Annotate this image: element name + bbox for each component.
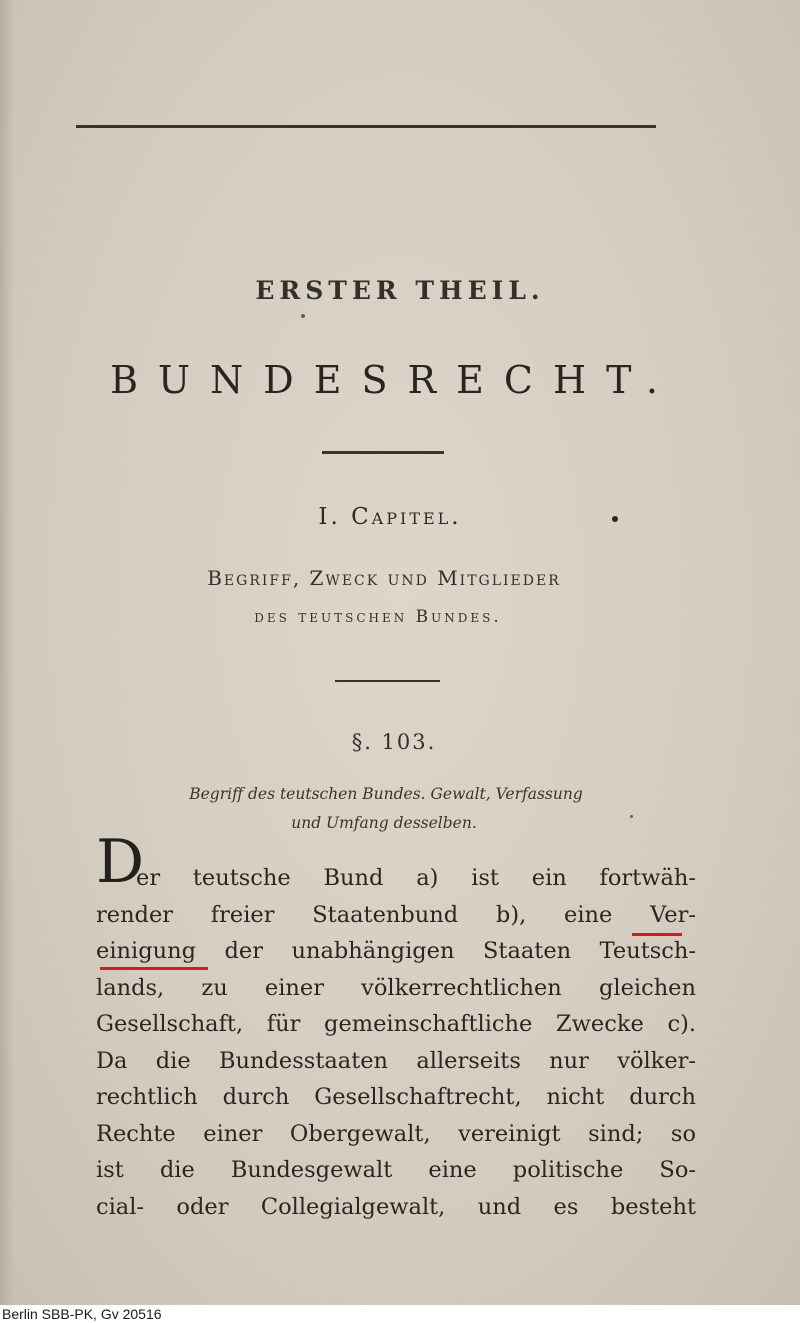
body-line: Gesellschaft, für gemeinschaftliche Zwecke c). <box>96 1011 696 1037</box>
ink-speck <box>630 815 633 818</box>
part-title: ERSTER THEIL. <box>255 276 545 305</box>
body-line: rechtlich durch Gesellschaftrecht, nicht durch <box>96 1084 696 1110</box>
top-rule <box>76 125 656 128</box>
ink-speck <box>301 314 305 318</box>
section-subtitle-line-2: und Umfang desselben. <box>291 814 477 832</box>
body-line: render freier Staatenbund b), eine Ver- <box>96 901 696 928</box>
body-text <box>96 860 696 1225</box>
source-footer: Berlin SBB-PK, Gv 20516 <box>0 1305 800 1323</box>
body-line: Da die Bundesstaaten allerseits nur völker- <box>96 1047 696 1074</box>
body-line: lands, zu einer völkerrechtlichen gleichen <box>96 974 696 1001</box>
chapter-number: I. Capitel. <box>318 504 462 530</box>
section-subtitle-line-1: Begriff des teutschen Bundes. Gewalt, Verfassung <box>189 785 583 803</box>
divider-rule <box>335 680 440 682</box>
section-number: §. 103. <box>351 730 437 754</box>
body-line: er teutsche Bund a) ist ein fortwäh- <box>136 865 696 891</box>
body-line: cial- oder Collegialgewalt, und es besteht <box>96 1193 696 1220</box>
body-line: Rechte einer Obergewalt, vereinigt sind; so <box>96 1120 696 1147</box>
chapter-title-line-1: Begriff, Zweck und Mitglieder <box>207 566 561 590</box>
body-line: ist die Bundesgewalt eine politische So- <box>96 1157 696 1183</box>
red-underline-mark <box>100 967 208 970</box>
red-underline-mark <box>632 933 682 936</box>
divider-rule <box>322 451 444 454</box>
chapter-title-line-2: des teutschen Bundes. <box>254 607 502 627</box>
page-gutter-shadow <box>0 0 14 1305</box>
body-line: einigung der unabhängigen Staaten Teutsch- <box>96 938 696 964</box>
ink-speck <box>612 516 618 522</box>
drop-cap: D <box>96 827 145 897</box>
book-title: BUNDESRECHT. <box>110 358 678 402</box>
